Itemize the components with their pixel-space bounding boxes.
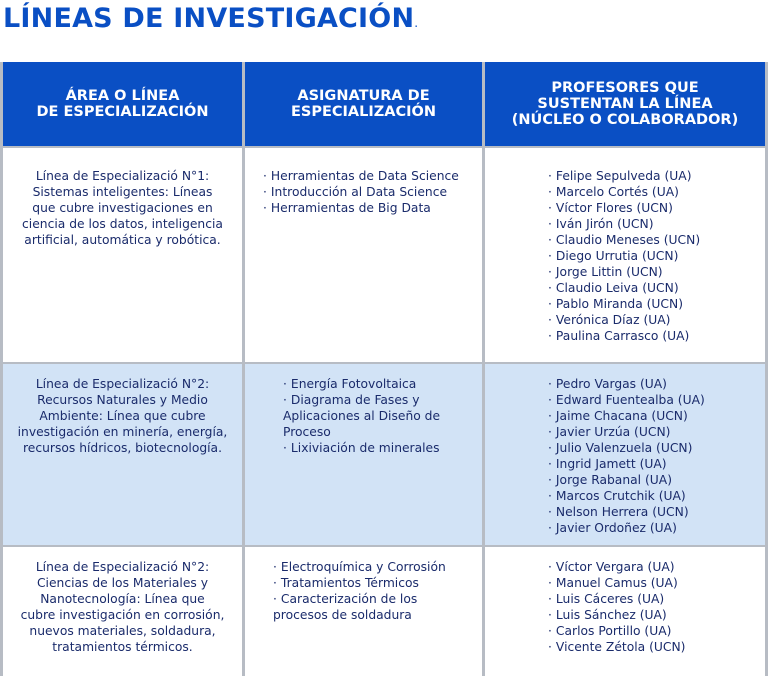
bullet-icon: ·	[548, 249, 552, 263]
professors-cell	[485, 376, 765, 536]
area-line: recursos hídricos, biotecnología.	[22, 441, 223, 455]
professor-name: Manuel Camus (UA)	[555, 576, 678, 590]
bullet-icon: ·	[548, 505, 552, 519]
bullet-icon: ·	[548, 377, 552, 391]
professor-name: Pedro Vargas (UA)	[555, 377, 667, 391]
professor-name: Jorge Littin (UCN)	[555, 265, 663, 279]
professor-item	[548, 392, 765, 408]
professor-item	[548, 575, 765, 591]
professor-name: Edward Fuentealba (UA)	[555, 393, 705, 407]
column-divider	[242, 62, 245, 676]
page-title-dot: .	[414, 16, 419, 30]
bullet-icon: ·	[548, 265, 552, 279]
professor-item	[548, 424, 765, 440]
subject-item	[283, 392, 466, 440]
bullet-icon: ·	[548, 608, 552, 622]
professor-item	[548, 607, 765, 623]
professor-name: Pablo Miranda (UCN)	[555, 297, 684, 311]
area-text	[3, 559, 242, 655]
subject-text: Introducción al Data Science	[270, 185, 448, 199]
bullet-icon: ·	[548, 169, 552, 183]
subjects-list	[273, 559, 468, 623]
professor-item	[548, 591, 765, 607]
area-line: Nanotecnología: Línea que	[40, 592, 205, 606]
area-line: investigación en minería, energía,	[17, 425, 228, 439]
professor-item	[548, 184, 765, 200]
column-divider	[482, 62, 485, 676]
table-header-row	[3, 62, 765, 146]
professor-item	[548, 639, 765, 655]
row-divider	[0, 362, 768, 364]
subjects-cell	[245, 559, 482, 623]
professor-name: Nelson Herrera (UCN)	[555, 505, 689, 519]
professor-item	[548, 200, 765, 216]
professors-list	[548, 559, 765, 655]
professor-item	[548, 248, 765, 264]
bullet-icon: ·	[548, 441, 552, 455]
bullet-icon: ·	[263, 185, 267, 199]
research-lines-table	[0, 62, 768, 676]
professor-name: Felipe Sepulveda (UA)	[555, 169, 692, 183]
professor-item	[548, 488, 765, 504]
subject-text: Tratamientos Térmicos	[280, 576, 419, 590]
bullet-icon: ·	[548, 233, 552, 247]
professor-item	[548, 456, 765, 472]
bullet-icon: ·	[273, 560, 277, 574]
subjects-cell	[245, 376, 482, 456]
bullet-icon: ·	[263, 169, 267, 183]
table-row	[3, 148, 765, 362]
subject-item	[263, 200, 482, 216]
subject-item	[273, 559, 468, 575]
subject-item	[263, 184, 482, 200]
professor-name: Paulina Carrasco (UA)	[555, 329, 690, 343]
subject-text: Herramientas de Data Science	[270, 169, 459, 183]
bullet-icon: ·	[548, 409, 552, 423]
professor-name: Jaime Chacana (UCN)	[555, 409, 688, 423]
professor-name: Luis Sánchez (UA)	[555, 608, 667, 622]
professor-name: Luis Cáceres (UA)	[555, 592, 665, 606]
area-line: nuevos materiales, soldadura,	[29, 624, 216, 638]
area-cell	[3, 168, 242, 248]
area-line: tratamientos térmicos.	[52, 640, 193, 654]
bullet-icon: ·	[548, 313, 552, 327]
area-line: cubre investigación en corrosión,	[20, 608, 225, 622]
professor-item	[548, 504, 765, 520]
professor-name: Marcelo Cortés (UA)	[555, 185, 679, 199]
column-divider	[0, 62, 3, 676]
professor-name: Vicente Zétola (UCN)	[555, 640, 686, 654]
page-title-text: LÍNEAS DE INVESTIGACIÓN	[3, 3, 415, 34]
bullet-icon: ·	[548, 624, 552, 638]
area-line: Sistemas inteligentes: Líneas	[32, 185, 213, 199]
subject-item	[273, 591, 468, 623]
professor-item	[548, 280, 765, 296]
professor-item	[548, 216, 765, 232]
professor-name: Carlos Portillo (UA)	[555, 624, 672, 638]
subjects-list	[263, 168, 482, 216]
header-professors	[485, 62, 765, 146]
bullet-icon: ·	[283, 393, 287, 407]
header-area	[3, 62, 242, 146]
professor-name: Víctor Vergara (UA)	[555, 560, 675, 574]
area-line: Línea de Especializació N°2:	[35, 377, 210, 391]
professor-name: Jorge Rabanal (UA)	[555, 473, 673, 487]
area-line: que cubre investigaciones en	[32, 201, 213, 215]
professor-item	[548, 376, 765, 392]
header-subject-line2: ESPECIALIZACIÓN	[290, 104, 436, 120]
professor-name: Julio Valenzuela (UCN)	[555, 441, 693, 455]
professor-name: Claudio Leiva (UCN)	[555, 281, 679, 295]
bullet-icon: ·	[548, 640, 552, 654]
subjects-cell	[245, 168, 482, 216]
professor-item	[548, 264, 765, 280]
area-line: artificial, automática y robótica.	[24, 233, 221, 247]
professor-name: Javier Urzúa (UCN)	[555, 425, 671, 439]
subject-text: Caracterización de los procesos de soldadura	[273, 592, 418, 622]
subject-text: Electroquímica y Corrosión	[280, 560, 446, 574]
header-professors-line2: SUSTENTAN LA LÍNEA	[537, 96, 713, 112]
professor-item	[548, 623, 765, 639]
subject-item	[283, 376, 466, 392]
professor-name: Verónica Díaz (UA)	[555, 313, 671, 327]
bullet-icon: ·	[548, 297, 552, 311]
professor-name: Ingrid Jamett (UA)	[555, 457, 667, 471]
bullet-icon: ·	[548, 560, 552, 574]
professor-item	[548, 559, 765, 575]
bullet-icon: ·	[548, 217, 552, 231]
professors-cell	[485, 559, 765, 655]
subject-item	[283, 440, 466, 456]
header-subject-line1: ASIGNATURA DE	[297, 88, 430, 104]
bullet-icon: ·	[548, 393, 552, 407]
area-line: Ambiente: Línea que cubre	[39, 409, 206, 423]
area-cell	[3, 559, 242, 655]
bullet-icon: ·	[548, 592, 552, 606]
row-divider	[0, 545, 768, 547]
header-professors-line1: PROFESORES QUE	[551, 80, 699, 96]
area-line: Ciencias de los Materiales y	[36, 576, 209, 590]
professor-item	[548, 296, 765, 312]
professor-name: Marcos Crutchik (UA)	[555, 489, 686, 503]
subject-text: Energía Fotovoltaica	[290, 377, 417, 391]
professor-name: Diego Urrutia (UCN)	[555, 249, 679, 263]
bullet-icon: ·	[548, 473, 552, 487]
professor-item	[548, 328, 765, 344]
professor-item	[548, 520, 765, 536]
subject-item	[263, 168, 482, 184]
professor-item	[548, 312, 765, 328]
professors-cell	[485, 168, 765, 344]
area-line: Línea de Especializació N°1:	[35, 169, 210, 183]
bullet-icon: ·	[548, 457, 552, 471]
subjects-list	[283, 376, 466, 456]
bullet-icon: ·	[548, 425, 552, 439]
subject-text: Lixiviación de minerales	[290, 441, 440, 455]
bullet-icon: ·	[283, 441, 287, 455]
professor-item	[548, 408, 765, 424]
professor-name: Iván Jirón (UCN)	[555, 217, 654, 231]
table-row	[3, 362, 765, 545]
professor-name: Víctor Flores (UCN)	[555, 201, 673, 215]
bullet-icon: ·	[548, 521, 552, 535]
bullet-icon: ·	[548, 576, 552, 590]
professor-item	[548, 472, 765, 488]
bullet-icon: ·	[283, 377, 287, 391]
header-area-line1: ÁREA O LÍNEA	[65, 88, 180, 104]
area-cell	[3, 376, 242, 456]
area-line: Línea de Especializació N°2:	[35, 560, 210, 574]
area-line: ciencia de los datos, inteligencia	[22, 217, 223, 231]
header-subject	[245, 62, 482, 146]
bullet-icon: ·	[548, 185, 552, 199]
professor-item	[548, 168, 765, 184]
bullet-icon: ·	[548, 281, 552, 295]
bullet-icon: ·	[548, 201, 552, 215]
subject-text: Herramientas de Big Data	[270, 201, 431, 215]
area-text	[3, 376, 242, 456]
professor-item	[548, 232, 765, 248]
professors-list	[548, 376, 765, 536]
area-text	[3, 168, 242, 248]
bullet-icon: ·	[263, 201, 267, 215]
page-title	[3, 3, 418, 34]
header-professors-line3: (NÚCLEO O COLABORADOR)	[511, 112, 739, 128]
professors-list	[548, 168, 765, 344]
professor-name: Claudio Meneses (UCN)	[555, 233, 701, 247]
bullet-icon: ·	[548, 489, 552, 503]
bullet-icon: ·	[273, 576, 277, 590]
professor-name: Javier Ordoñez (UA)	[555, 521, 677, 535]
bullet-icon: ·	[548, 329, 552, 343]
table-row	[3, 545, 765, 676]
header-area-line2: DE ESPECIALIZACIÓN	[36, 104, 209, 120]
area-line: Recursos Naturales y Medio	[37, 393, 208, 407]
subject-text: Diagrama de Fases y Aplicaciones al Diseño de Proceso	[283, 393, 441, 439]
subject-item	[273, 575, 468, 591]
professor-item	[548, 440, 765, 456]
bullet-icon: ·	[273, 592, 277, 606]
